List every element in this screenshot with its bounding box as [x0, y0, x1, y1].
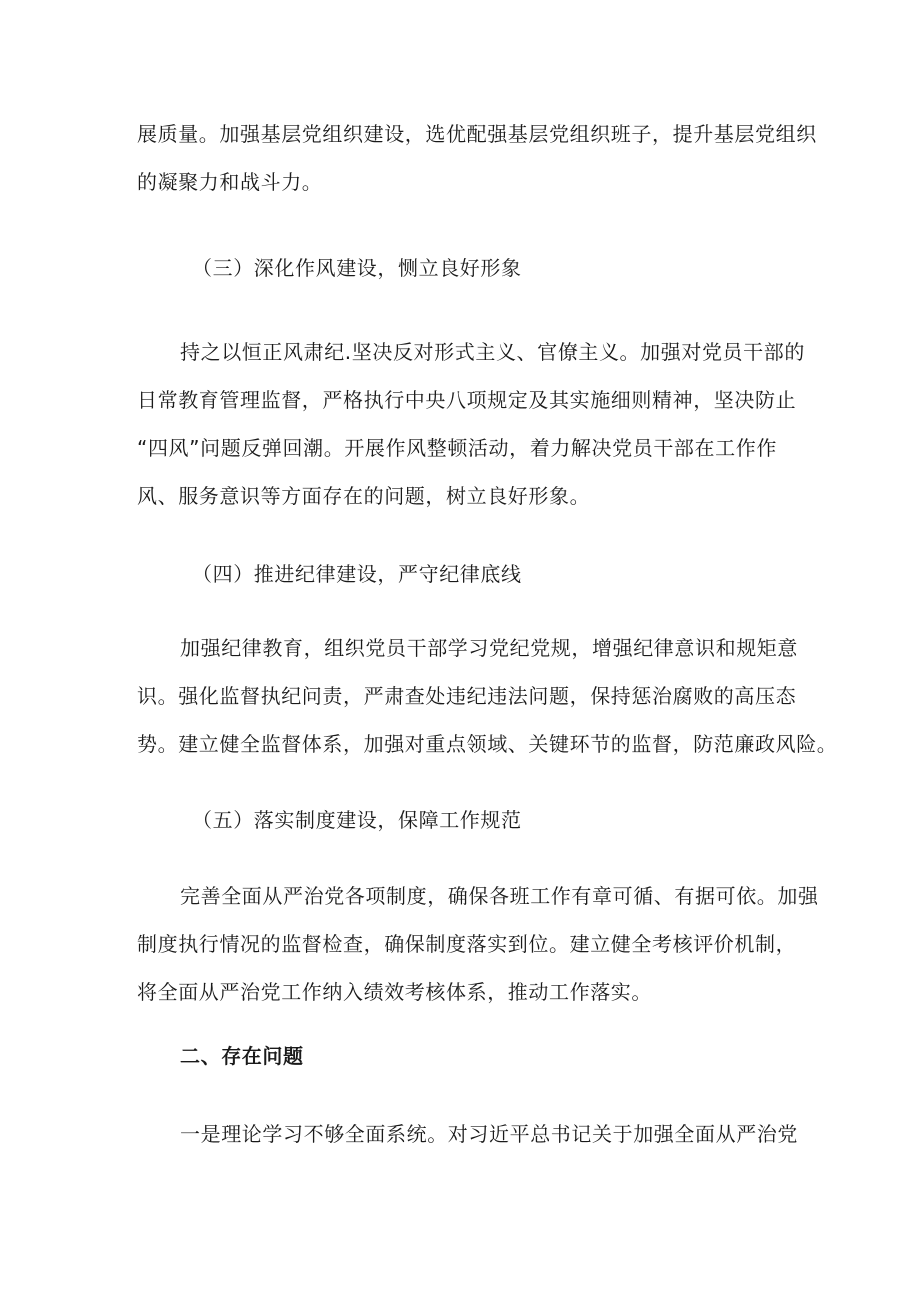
paragraph-line: 将全面从严治党工作纳入绩效考核体系，推动工作落实。: [137, 980, 652, 1004]
section-heading-5: （五）落实制度建设，保障工作规范: [192, 808, 522, 832]
paragraph-line: 加强纪律教育，组织党员干部学习党纪党规，增强纪律意识和规矩意: [180, 636, 798, 660]
section-heading-3: （三）深化作风建设，恻立良好形象: [192, 256, 522, 280]
paragraph-line: 制度执行情况的监督检查，确保制度落实到位。建立健全考核评价机制，: [137, 932, 797, 956]
paragraph-line: 完善全面从严治党各项制度，确保各班工作有章可循、有据可依。加强: [180, 884, 819, 908]
chapter-heading: 二、存在问题: [180, 1044, 304, 1068]
paragraph-line: 一是理论学习不够全面系统。对习近平总书记关于加强全面从严治党: [180, 1122, 798, 1146]
paragraph-line: “四风”问题反弹回潮。开展作风整顿活动，着力解决党员干部在工作作: [137, 436, 777, 460]
paragraph-line: 展质量。加强基层党组织建设，选优配强基层党组织班子，提升基层党组织: [137, 122, 817, 146]
paragraph-line: 持之以恒正风肃纪.坚决反对形式主义、官僚主义。加强对党员干部的: [180, 340, 805, 364]
paragraph-line: 日常教育管理监督，严格执行中央八项规定及其实施细则精神，坚决防止: [137, 388, 797, 412]
paragraph-line: 势。建立健全监督体系，加强对重点领域、关键环节的监督，防范廉政风险。: [137, 732, 838, 756]
section-heading-4: （四）推进纪律建设，严守纪律底线: [192, 562, 522, 586]
paragraph-line: 的凝聚力和战斗力。: [137, 170, 323, 194]
paragraph-line: 识。强化监督执纪问责，严肃查处违纪违法问题，保持惩治腐败的高压态: [137, 684, 797, 708]
paragraph-line: 风、服务意识等方面存在的问题，树立良好形象。: [137, 484, 591, 508]
